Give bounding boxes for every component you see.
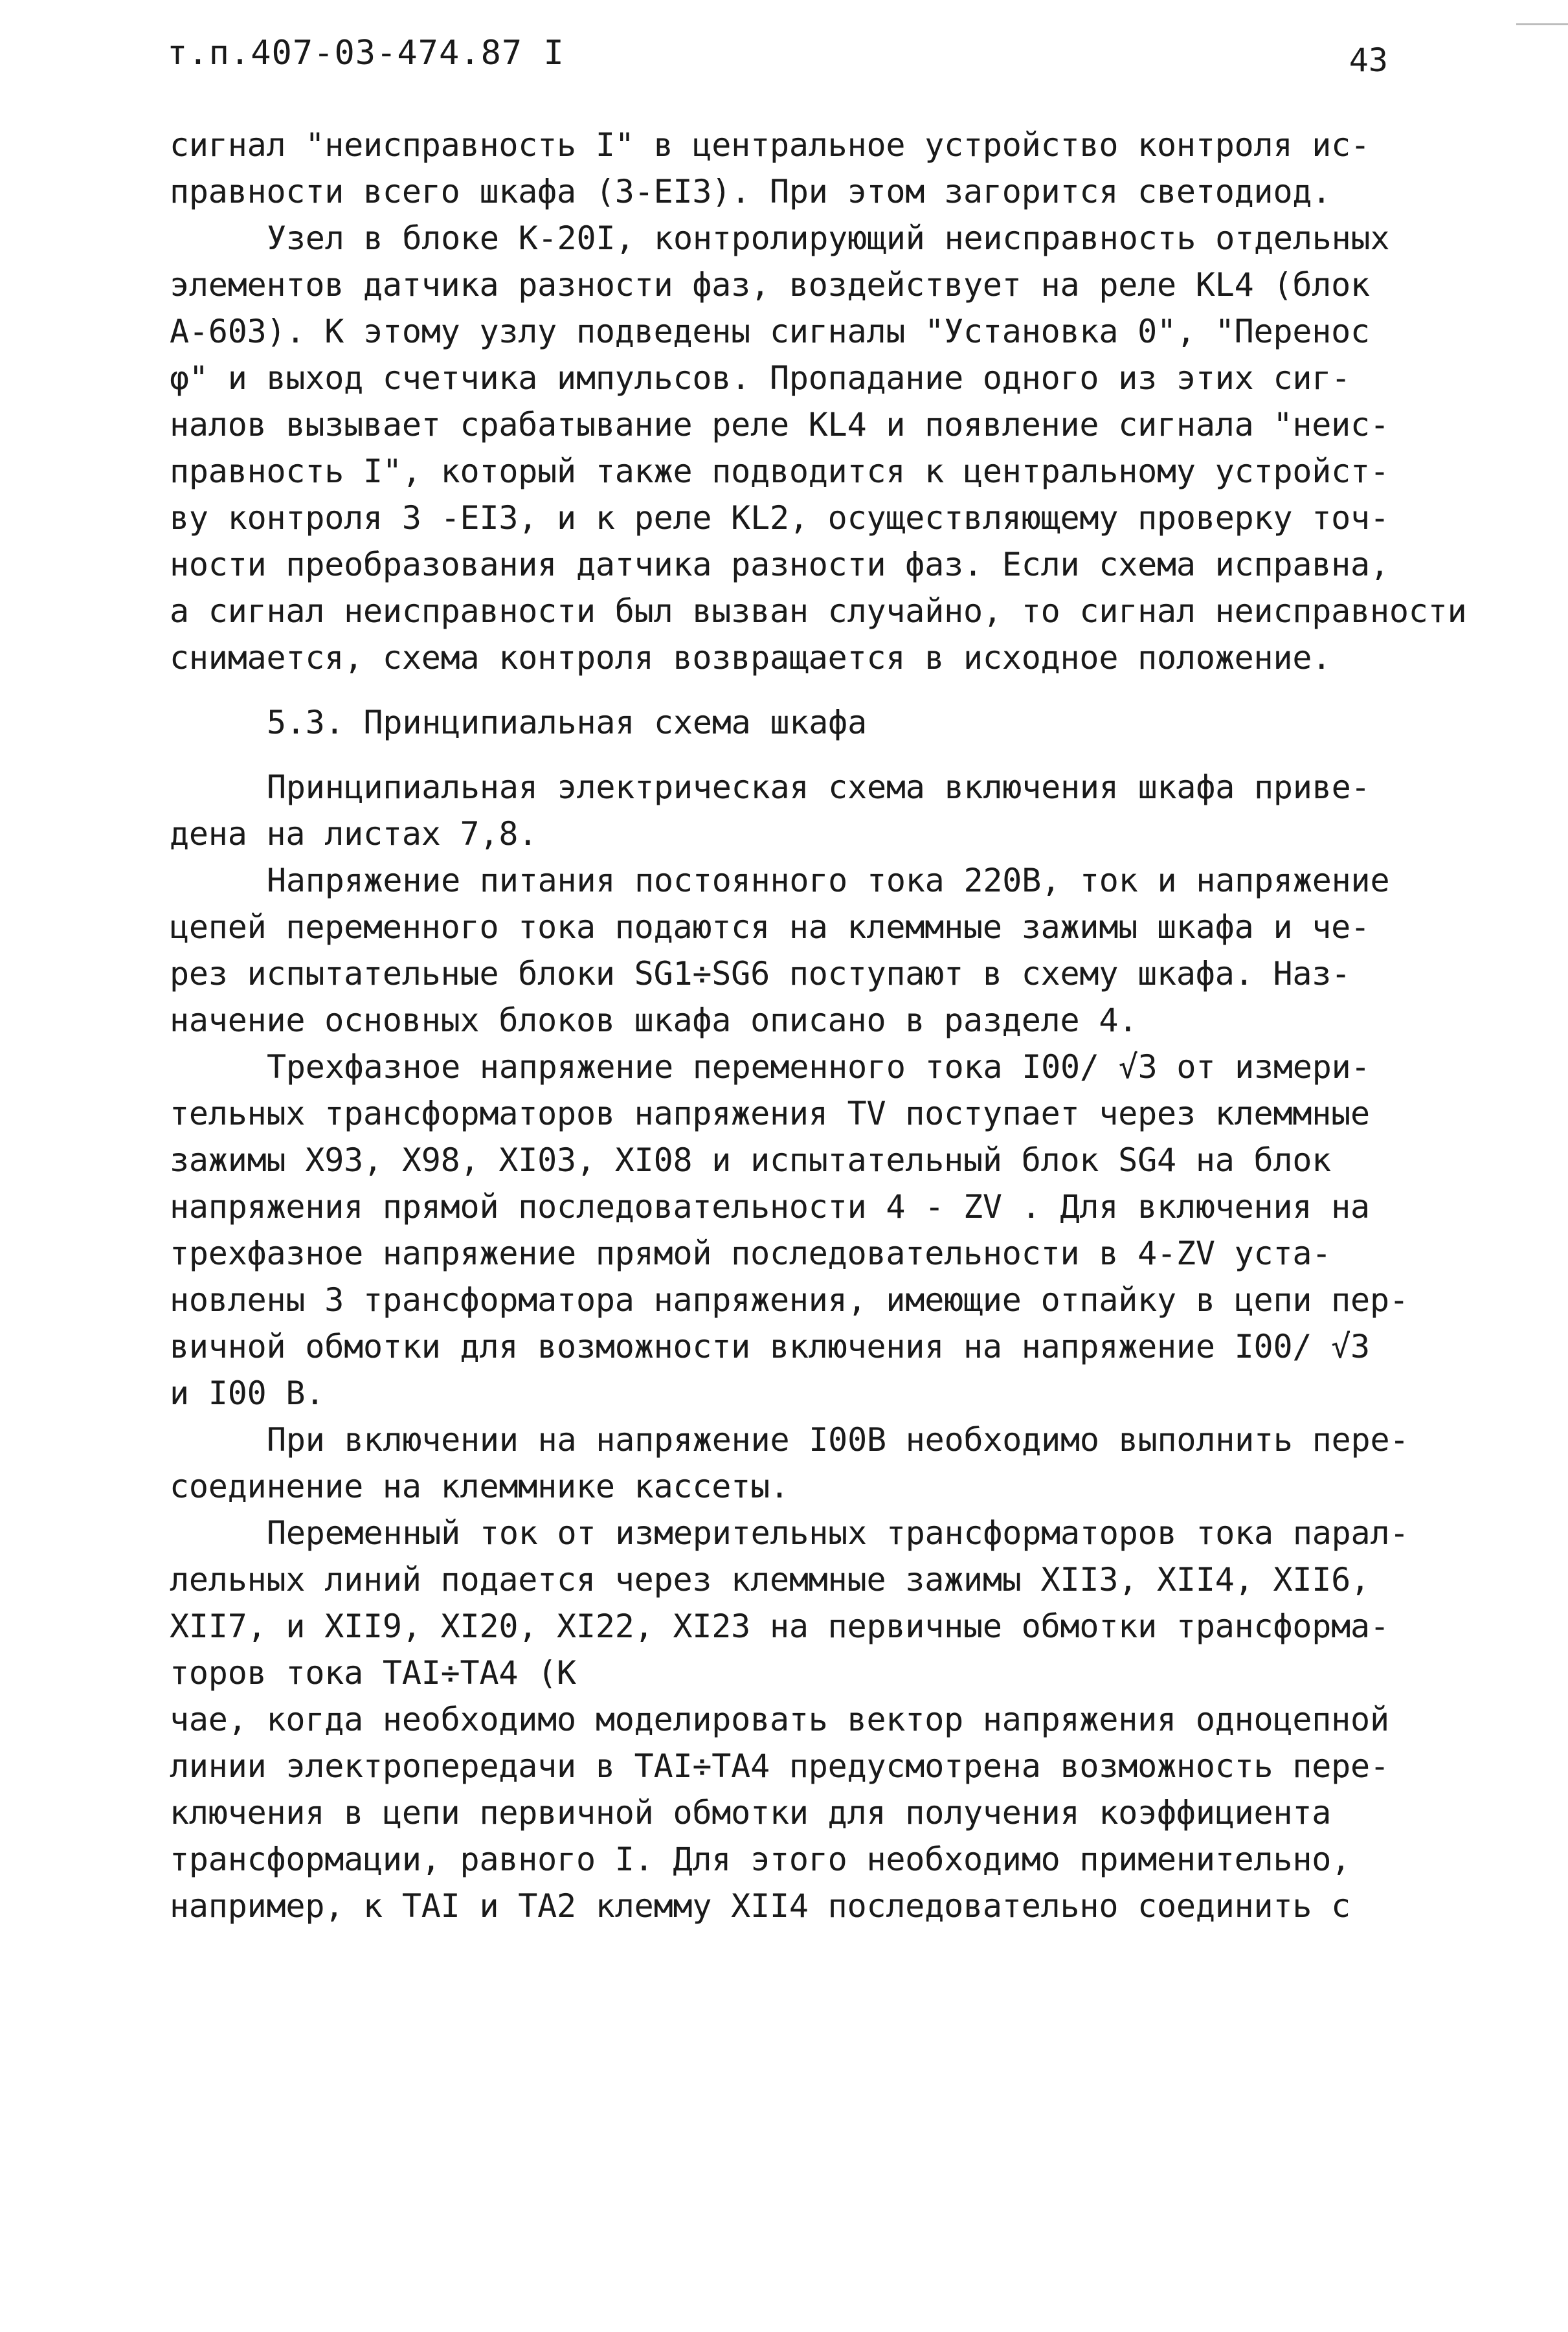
text-line: Трехфазное напряжение переменного тока I00/ √3 от измери-: [267, 1048, 1371, 1086]
document-body: [170, 122, 1467, 1929]
text-line: φ" и выход счетчика импульсов. Пропадание одного из этих сиг-: [170, 359, 1351, 397]
text-line: ХII7, и ХII9, ХI20, ХI22, ХI23 на первичные обмотки трансформа-: [170, 1608, 1389, 1645]
text-line: зажимы Х93, Х98, ХI03, ХI08 и испытательный блок SG4 на блок: [170, 1141, 1332, 1179]
paragraph: [170, 1044, 1439, 1417]
text-line: начение основных блоков шкафа описано в разделе 4.: [170, 1002, 1138, 1039]
text-line: трехфазное напряжение прямой последовательности в 4-ZV уста-: [170, 1235, 1332, 1272]
text-line: новлены 3 трансформатора напряжения, имеющие отпайку в цепи пер-: [170, 1281, 1409, 1319]
page-number: 43: [1349, 41, 1388, 79]
text-line: цепей переменного тока подаются на клеммные зажимы шкафа и че-: [170, 908, 1370, 946]
paragraph: [170, 857, 1439, 1044]
text-line: ключения в цепи первичной обмотки для получения коэффициента: [170, 1794, 1332, 1832]
text-line: трансформации, равного I. Для этого необходимо применительно,: [170, 1841, 1351, 1878]
text-line: При включении на напряжение I00В необходимо выполнить пере-: [267, 1421, 1409, 1459]
text-line: рез испытательные блоки SG1÷SG6 поступают в схему шкафа. Наз-: [170, 955, 1351, 992]
text-line: дена на листах 7,8.: [170, 815, 538, 853]
text-line: Принципиальная электрическая схема включения шкафа приве-: [267, 768, 1371, 806]
text-line: правность I", который также подводится к центральному устройст-: [170, 453, 1389, 490]
paragraph: [170, 122, 1439, 215]
text-line: правности всего шкафа (3-ЕI3). При этом загорится светодиод.: [170, 173, 1332, 210]
paragraph: [170, 1510, 1439, 1929]
text-line: Напряжение питания постоянного тока 220В, ток и напряжение: [267, 862, 1390, 899]
document-code: т.п.407-03-474.87 I: [167, 34, 565, 73]
text-line: снимается, схема контроля возвращается в исходное положение.: [170, 639, 1332, 677]
paragraph: [170, 215, 1467, 681]
text-line: ности преобразования датчика разности фаз. Если схема исправна,: [170, 546, 1389, 583]
text-line: ву контроля 3 -ЕI3, и к реле КL2, осуществляющему проверку точ-: [170, 499, 1389, 537]
text-line: сигнал "неисправность I" в центральное устройство контроля ис-: [170, 126, 1370, 164]
spacer: [170, 746, 1439, 764]
text-line: А-603). К этому узлу подведены сигналы "Установка 0", "Перенос: [170, 313, 1370, 350]
text-line: лельных линий подается через клеммные зажимы ХII3, ХII4, ХII6,: [170, 1561, 1370, 1598]
text-line: Узел в блоке К-20I, контролирующий неисправность отдельных: [267, 219, 1390, 257]
text-line: и I00 В.: [170, 1374, 325, 1412]
spacer: [170, 681, 1439, 699]
text-line: налов вызывает срабатывание реле КL4 и появление сигнала "неис-: [170, 406, 1389, 443]
text-line: Переменный ток от измерительных трансформаторов тока парал-: [267, 1514, 1409, 1552]
paragraph: [170, 764, 1439, 857]
section-title: 5.3. Принципиальная схема шкафа: [267, 704, 867, 741]
section-heading: [170, 699, 1439, 746]
text-line: а сигнал неисправности был вызван случайно, то сигнал неисправности: [170, 592, 1467, 630]
text-line: линии электропередачи в ТАI÷ТА4 предусмотрена возможность пере-: [170, 1747, 1389, 1785]
top-rule: [1516, 23, 1568, 25]
text-line: напряжения прямой последовательности 4 - ZV . Для включения на: [170, 1188, 1370, 1226]
text-line: тельных трансформаторов напряжения TV поступает через клеммные: [170, 1095, 1370, 1132]
text-line: вичной обмотки для возможности включения на напряжение I00/ √3: [170, 1328, 1370, 1365]
text-line: чае, когда необходимо моделировать вектор напряжения одноцепной: [170, 1701, 1389, 1738]
text-line: элементов датчика разности фаз, воздействует на реле КL4 (блок: [170, 266, 1370, 304]
text-line: например, к ТАI и ТА2 клемму ХII4 последовательно соединить с: [170, 1887, 1351, 1925]
paragraph: [170, 1417, 1439, 1510]
text-line: торов тока ТАI÷ТА4 (К: [170, 1654, 576, 1692]
text-line: соединение на клеммнике кассеты.: [170, 1468, 789, 1505]
